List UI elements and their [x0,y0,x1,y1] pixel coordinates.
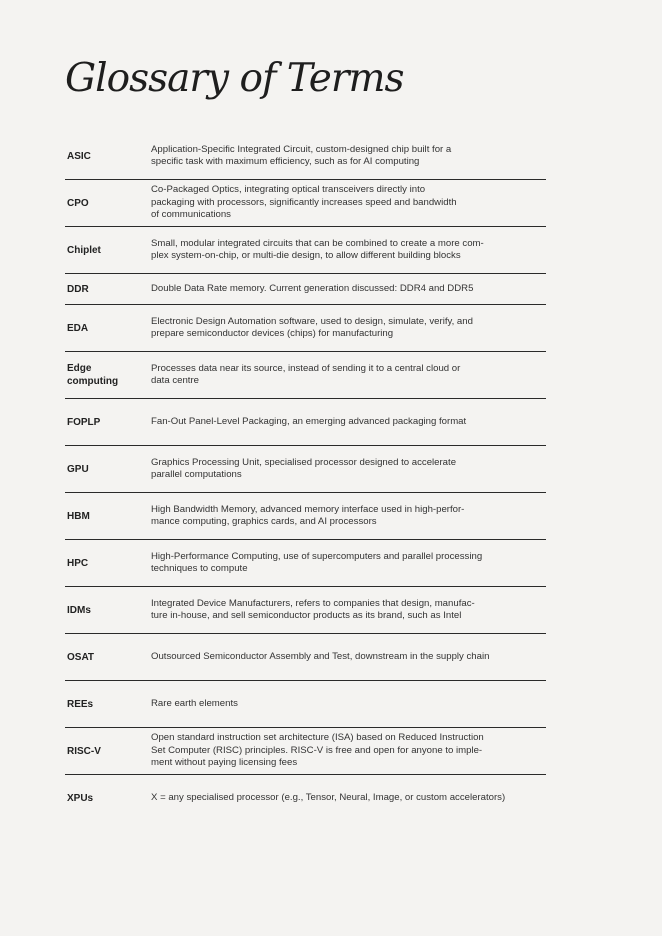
page-title: Glossary of Terms [65,56,404,101]
glossary-term: CPO [67,197,89,209]
glossary-definition: Graphics Processing Unit, specialised processor designed to accelerate parallel computations [151,456,457,480]
glossary-definition: Fan-Out Panel-Level Packaging, an emerging advanced packaging format [151,415,467,427]
glossary-term: OSAT [67,651,95,663]
glossary-row-risc-v [65,728,546,775]
glossary-definition: High Bandwidth Memory, advanced memory interface used in high-perfor- mance computing, graphics cards, and AI processors [151,503,465,527]
glossary-row-foplp [65,399,546,446]
glossary-definition: Outsourced Semiconductor Assembly and Test, downstream in the supply chain [151,650,490,662]
glossary-row-xpus [65,775,546,822]
glossary-row-cpo [65,180,546,227]
glossary-term: FOPLP [67,416,101,428]
glossary-row-hpc [65,540,546,587]
glossary-row-osat [65,634,546,681]
glossary-term: IDMs [67,604,91,616]
glossary-row-asic [65,133,546,180]
glossary-definition: Electronic Design Automation software, used to design, simulate, verify, and prepare semiconductor devices (chips) for manufacturing [151,315,473,339]
glossary-definition: High-Performance Computing, use of supercomputers and parallel processing techniques to compute [151,550,483,574]
glossary-row-rees [65,681,546,728]
glossary-definition: Double Data Rate memory. Current generation discussed: DDR4 and DDR5 [151,282,474,294]
glossary-term: HPC [67,557,89,569]
glossary-term: XPUs [67,793,94,804]
glossary-term: Chiplet [67,244,101,256]
glossary-term: DDR [67,283,89,295]
glossary-term: REEs [67,698,94,710]
glossary-definition: Application-Specific Integrated Circuit, custom-designed chip built for a specific task with maximum efficiency, such as for AI computing [151,143,452,167]
glossary-term: GPU [67,463,89,475]
glossary-term: EDA [67,322,89,334]
glossary-definition: Open standard instruction set architecture (ISA) based on Reduced Instruction Set Computer (RISC) principles. RISC-V is free and open for anyone to imple- ment without paying licensing fees [151,732,484,769]
glossary-row-ddr [65,274,546,305]
glossary-term: Edge computing [67,363,119,387]
glossary-row-chiplet [65,227,546,274]
glossary-row-gpu [65,446,546,493]
glossary-row-idms [65,587,546,634]
glossary-definition: X = any specialised processor (e.g., Tensor, Neural, Image, or custom accelerators) [151,792,506,804]
glossary-term: RISC-V [67,745,101,757]
glossary-definition: Small, modular integrated circuits that can be combined to create a more com- plex system-on-chip, or multi-die design, to allow different building blocks [151,237,484,261]
glossary-row-hbm [65,493,546,540]
glossary-definition: Rare earth elements [151,697,238,709]
glossary-definition: Processes data near its source, instead of sending it to a central cloud or data centre [151,362,461,386]
glossary-row-eda [65,305,546,352]
glossary-definition: Co-Packaged Optics, integrating optical transceivers directly into packaging with processors, significantly increases speed and bandwidth of communications [151,184,457,221]
glossary-row-edge-computing [65,352,546,399]
glossary-definition: Integrated Device Manufacturers, refers to companies that design, manufac- ture in-house, and sell semiconductor products as its brand, such as Intel [151,597,475,621]
glossary-term: HBM [67,510,90,522]
glossary-term: ASIC [67,150,91,162]
glossary-table [65,133,546,822]
